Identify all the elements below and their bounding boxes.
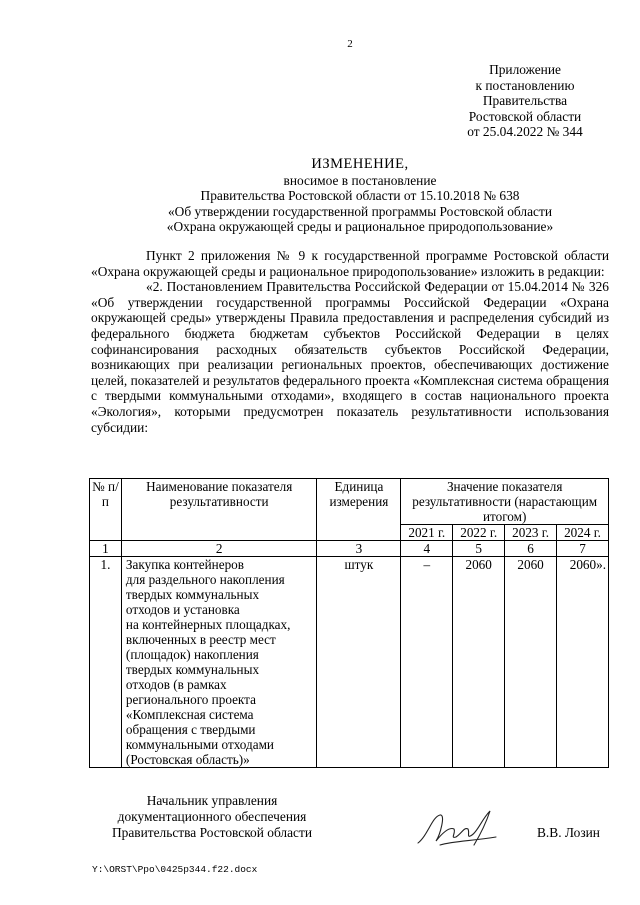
row-value-2023: 2060 (505, 557, 557, 768)
index-cell: 1 (90, 541, 122, 557)
index-cell: 4 (401, 541, 453, 557)
signatory-line: Правительства Ростовской области (111, 825, 313, 840)
row-value-2024: 2060». (557, 557, 609, 768)
header-year: 2024 г. (557, 525, 609, 541)
appendix-line: от 25.04.2022 № 344 (467, 124, 583, 139)
indicator-table (89, 478, 609, 768)
header-name: Наименование показателя результативности (121, 479, 317, 541)
signatory-line: документационного обеспечения (117, 809, 307, 824)
row-name-line: «Комплексная система (125, 707, 254, 722)
row-name-line: включенных в реестр мест (125, 632, 276, 647)
index-cell: 2 (121, 541, 317, 557)
appendix-line: Ростовской области (468, 108, 582, 124)
handwritten-signature (410, 805, 500, 855)
row-name-line: отходов (в рамках (125, 677, 227, 692)
header-year: 2021 г. (401, 525, 453, 541)
row-name (121, 557, 317, 768)
row-name-line: (площадок) накопления (125, 647, 259, 662)
index-cell: 7 (557, 541, 609, 557)
paragraph-1: Пункт 2 приложения № 9 к государственной программе Ростовской области «Охрана окружающей среды и рациональное природопользование» изложить в редакции: (91, 248, 609, 279)
row-name-line: регионального проекта (125, 692, 256, 707)
index-cell: 5 (453, 541, 505, 557)
row-name-line: коммунальными отходами (125, 737, 274, 752)
header-num: № п/п (90, 479, 122, 541)
table-row (90, 557, 609, 768)
row-unit: штук (317, 557, 401, 768)
row-name-line: обращения с твердыми (125, 722, 256, 737)
row-name-line: твердых коммунальных (125, 662, 260, 677)
header-unit: Единица измерения (317, 479, 401, 541)
title-line: «Об утверждении государственной программы Ростовской области (167, 203, 552, 219)
row-value-2022: 2060 (453, 557, 505, 768)
document-title (90, 157, 630, 235)
title-line: Правительства Ростовской области от 15.10.2018 № 638 (200, 188, 520, 203)
row-name-line: (Ростовская область)» (125, 752, 250, 767)
signatory-title (92, 793, 332, 841)
row-name-line: на контейнерных площадках, (125, 617, 291, 632)
signatory-line: Начальник управления (146, 793, 278, 808)
row-name-line: твердых коммунальных (125, 587, 260, 602)
appendix-line: Правительства (482, 93, 568, 108)
appendix-line: к постановлению (475, 77, 575, 93)
header-year: 2023 г. (505, 525, 557, 541)
index-cell: 3 (317, 541, 401, 557)
signatory-name: В.В. Лозин (537, 825, 600, 840)
index-cell: 6 (505, 541, 557, 557)
row-name-line: Закупка контейнеров (125, 557, 244, 572)
body-text (91, 248, 609, 435)
header-values: Значение показателя результативности (нарастающим итогом) (401, 479, 609, 525)
title-line: вносимое в постановление (283, 172, 437, 188)
paragraph-2: «2. Постановлением Правительства Российской Федерации от 15.04.2014 № 326 «Об утверждении государственной программы Российской Федерации «Охрана окружающей среды» утверждены Правила предоставления и распределения субсидий из федерального бюджета бюджетам субъектов Российской Федерации в целях софинансирования расходных обязательств субъектов Российской Федерации, возникающих при реализации региональных проектов, обеспечивающих достижение целей, показателей и результатов федерального проекта «Комплексная система обращения с твердыми коммунальными отходами», входящего в состав национального проекта «Экология», которыми предусмотрен показатель результативности использования субсидии: (91, 279, 609, 435)
title-line: «Охрана окружающей среды и рациональное природопользование» (166, 219, 554, 234)
title-heading: ИЗМЕНЕНИЕ, (311, 156, 409, 172)
appendix-header (430, 62, 620, 140)
row-name-line: для раздельного накопления (125, 572, 285, 587)
row-name-line: отходов и установка (125, 602, 240, 617)
file-path: Y:\ORST\Ppo\0425p344.f22.docx (92, 864, 258, 875)
appendix-line: Приложение (489, 62, 561, 77)
header-year: 2022 г. (453, 525, 505, 541)
row-num: 1. (90, 557, 122, 768)
row-value-2021: – (401, 557, 453, 768)
page-number: 2 (347, 38, 353, 50)
